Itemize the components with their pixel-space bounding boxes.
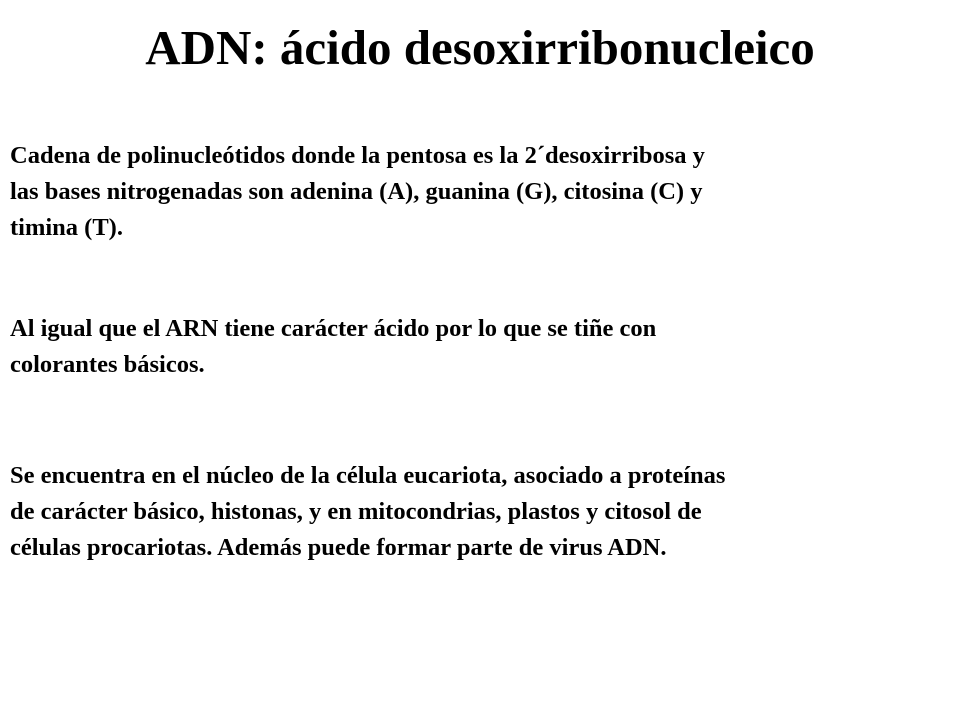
- paragraph-line: células procariotas. Además puede formar parte de virus ADN.: [10, 534, 667, 561]
- paragraph-line: Al igual que el ARN tiene carácter ácido por lo que se tiñe con: [10, 315, 657, 342]
- paragraph-line: las bases nitrogenadas son adenina (A), guanina (G), citosina (C) y: [10, 178, 703, 205]
- paragraph-acidity: [10, 311, 950, 383]
- paragraph-line: timina (T).: [10, 214, 123, 241]
- paragraph-line: de carácter básico, histonas, y en mitocondrias, plastos y citosol de: [10, 498, 702, 525]
- paragraph-line: Se encuentra en el núcleo de la célula eucariota, asociado a proteínas: [10, 462, 726, 489]
- paragraph-location: [10, 458, 950, 566]
- slide-title: ADN: ácido desoxirribonucleico: [145, 20, 815, 75]
- paragraph-line: Cadena de polinucleótidos donde la pentosa es la 2´desoxirribosa y: [10, 142, 705, 169]
- paragraph-line: colorantes básicos.: [10, 351, 205, 378]
- paragraph-composition: [10, 138, 950, 246]
